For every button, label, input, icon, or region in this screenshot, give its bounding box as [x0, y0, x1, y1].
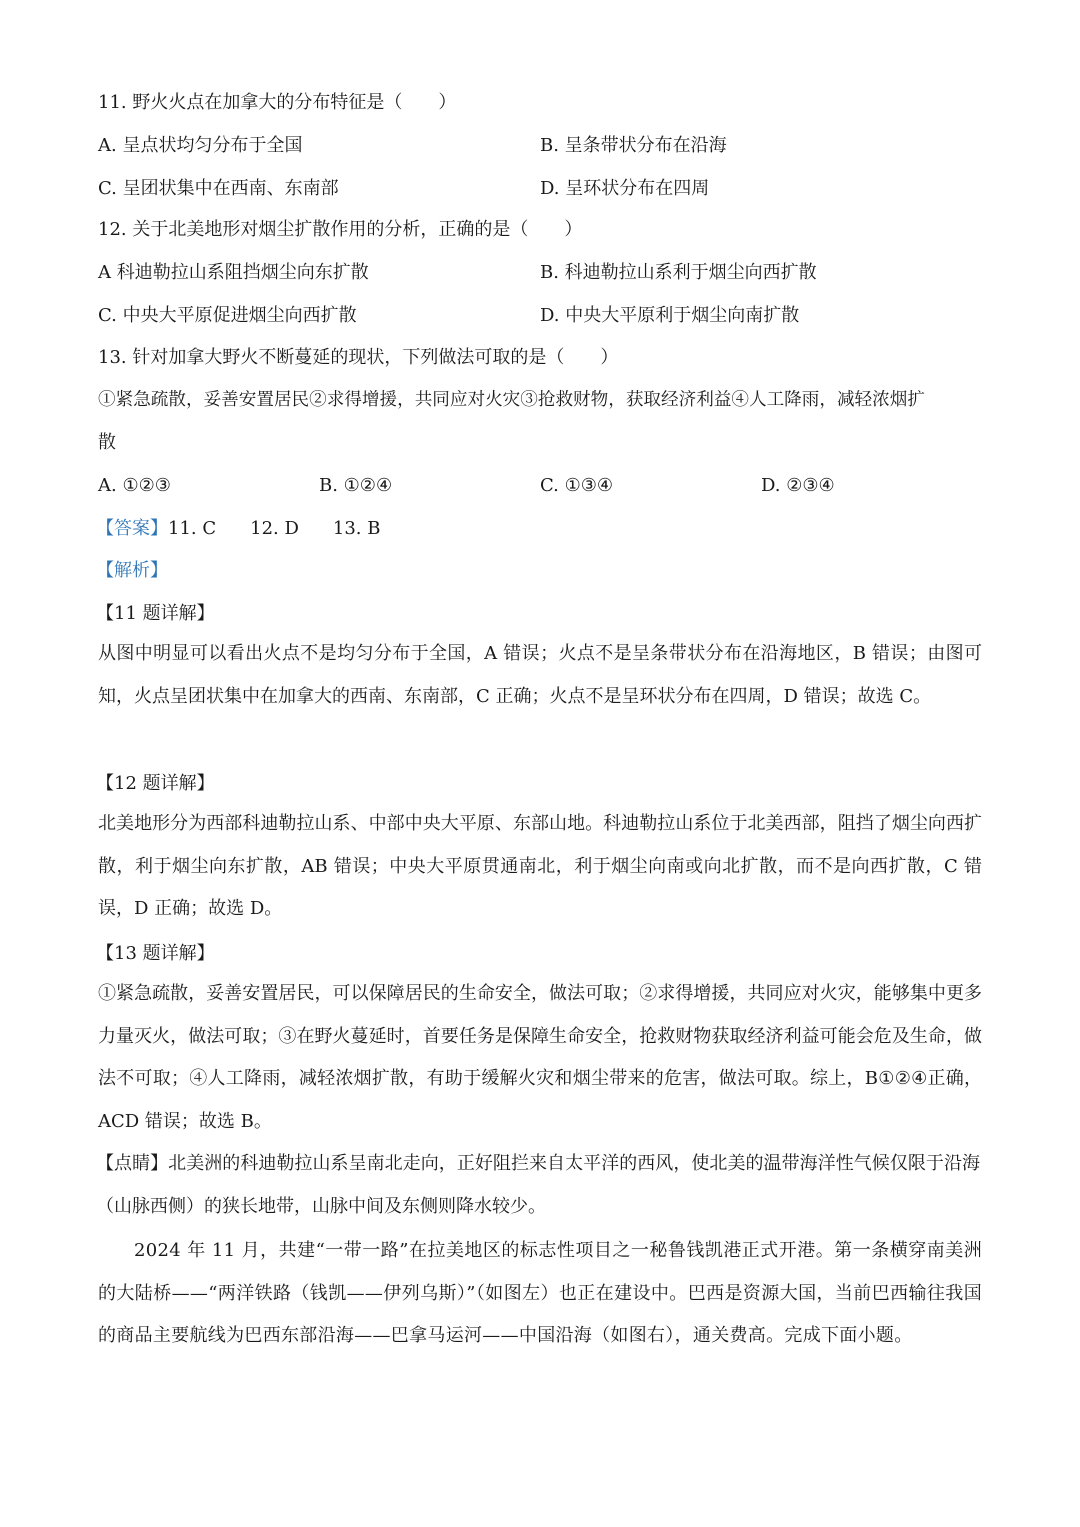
answer-line [96, 516, 380, 542]
analysis-label: 【解析】 [96, 560, 168, 581]
tip-label: 【点睛】 [96, 1153, 169, 1174]
question-number: 12. [98, 219, 127, 240]
option-a: A 科迪勒拉山系阻挡烟尘向东扩散 [98, 262, 369, 283]
option-a: A. 呈点状均匀分布于全国 [98, 135, 303, 156]
question-text: 针对加拿大野火不断蔓延的现状，下列做法可取的是（ ） [132, 347, 619, 368]
section-heading-12: 【12 题详解】 [96, 773, 215, 794]
option-c: C. 呈团状集中在西南、东南部 [98, 178, 339, 199]
option-b: B. ①②④ [319, 475, 393, 496]
question-number: 13. [98, 347, 127, 368]
question-text: 野火火点在加拿大的分布特征是（ ） [132, 92, 457, 113]
next-passage: 2024 年 11 月，共建“一带一路”在拉美地区的标志性项目之一秘鲁钱凯港正式开港。第一条横穿南美洲的大陆桥——“两洋铁路（钱凯——伊列乌斯）”（如图左）也正在建设中。巴西是资源大国，当前巴西输往我国的商品主要航线为巴西东部沿海——巴拿马运河——中国沿海（如图右），通关费高。完成下面小题。 [98, 1240, 982, 1346]
answer-label: 【答案】 [96, 518, 168, 539]
section-text-11: 从图中明显可以看出火点不是均匀分布于全国，A 错误；火点不是呈条带状分布在沿海地区，B 错误；由图可知，火点呈团状集中在加拿大的西南、东南部，C 正确；火点不是呈环状分布在四周，D 错误；故选 C。 [98, 643, 982, 707]
option-c: C. 中央大平原促进烟尘向西扩散 [98, 305, 357, 326]
tip-text: 北美洲的科迪勒拉山系呈南北走向，正好阻拦来自太平洋的西风，使北美的温带海洋性气候仅限于沿海（山脉西侧）的狭长地带，山脉中间及东侧则降水较少。 [96, 1153, 981, 1217]
question-13-stem [98, 345, 618, 371]
answer-item: 12. D [250, 518, 299, 539]
question-12-stem [98, 217, 582, 243]
section-heading-13: 【13 题详解】 [96, 943, 215, 964]
section-heading-11: 【11 题详解】 [96, 603, 215, 624]
question-11-stem [98, 90, 456, 116]
question-number: 11. [98, 92, 127, 113]
option-b: B. 呈条带状分布在沿海 [540, 135, 727, 156]
option-d: D. ②③④ [761, 475, 835, 496]
section-text-12: 北美地形分为西部科迪勒拉山系、中部中央大平原、东部山地。科迪勒拉山系位于北美西部，阻挡了烟尘向西扩散，利于烟尘向东扩散，AB 错误；中央大平原贯通南北，利于烟尘向南或向北扩散，而不是向西扩散，C 错误，D 正确；故选 D。 [98, 813, 982, 919]
question-text: 关于北美地形对烟尘扩散作用的分析，正确的是（ ） [132, 219, 583, 240]
tip-paragraph [96, 1143, 980, 1228]
question-13-statements: ①紧急疏散，妥善安置居民②求得增援，共同应对火灾③抢救财物，获取经济利益④人工降雨，减轻浓烟扩 [98, 390, 925, 410]
answer-item: 11. C [168, 518, 217, 539]
option-a: A. ①②③ [98, 475, 171, 496]
section-text-13: ①紧急疏散，妥善安置居民，可以保障居民的生命安全，做法可取；②求得增援，共同应对火灾，能够集中更多力量灭火，做法可取；③在野火蔓延时，首要任务是保障生命安全，抢救财物获取经济利益可能会危及生命，做法不可取；④人工降雨，减轻浓烟扩散，有助于缓解火灾和烟尘带来的危害，做法可取。综上，B①②④正确，ACD 错误；故选 B。 [98, 983, 982, 1132]
option-d: D. 呈环状分布在四周 [540, 178, 710, 199]
option-d: D. 中央大平原利于烟尘向南扩散 [540, 305, 800, 326]
answer-item: 13. B [332, 518, 381, 539]
option-c: C. ①③④ [540, 475, 613, 496]
option-b: B. 科迪勒拉山系利于烟尘向西扩散 [540, 262, 817, 283]
question-13-statements-cont: 散 [98, 432, 116, 453]
